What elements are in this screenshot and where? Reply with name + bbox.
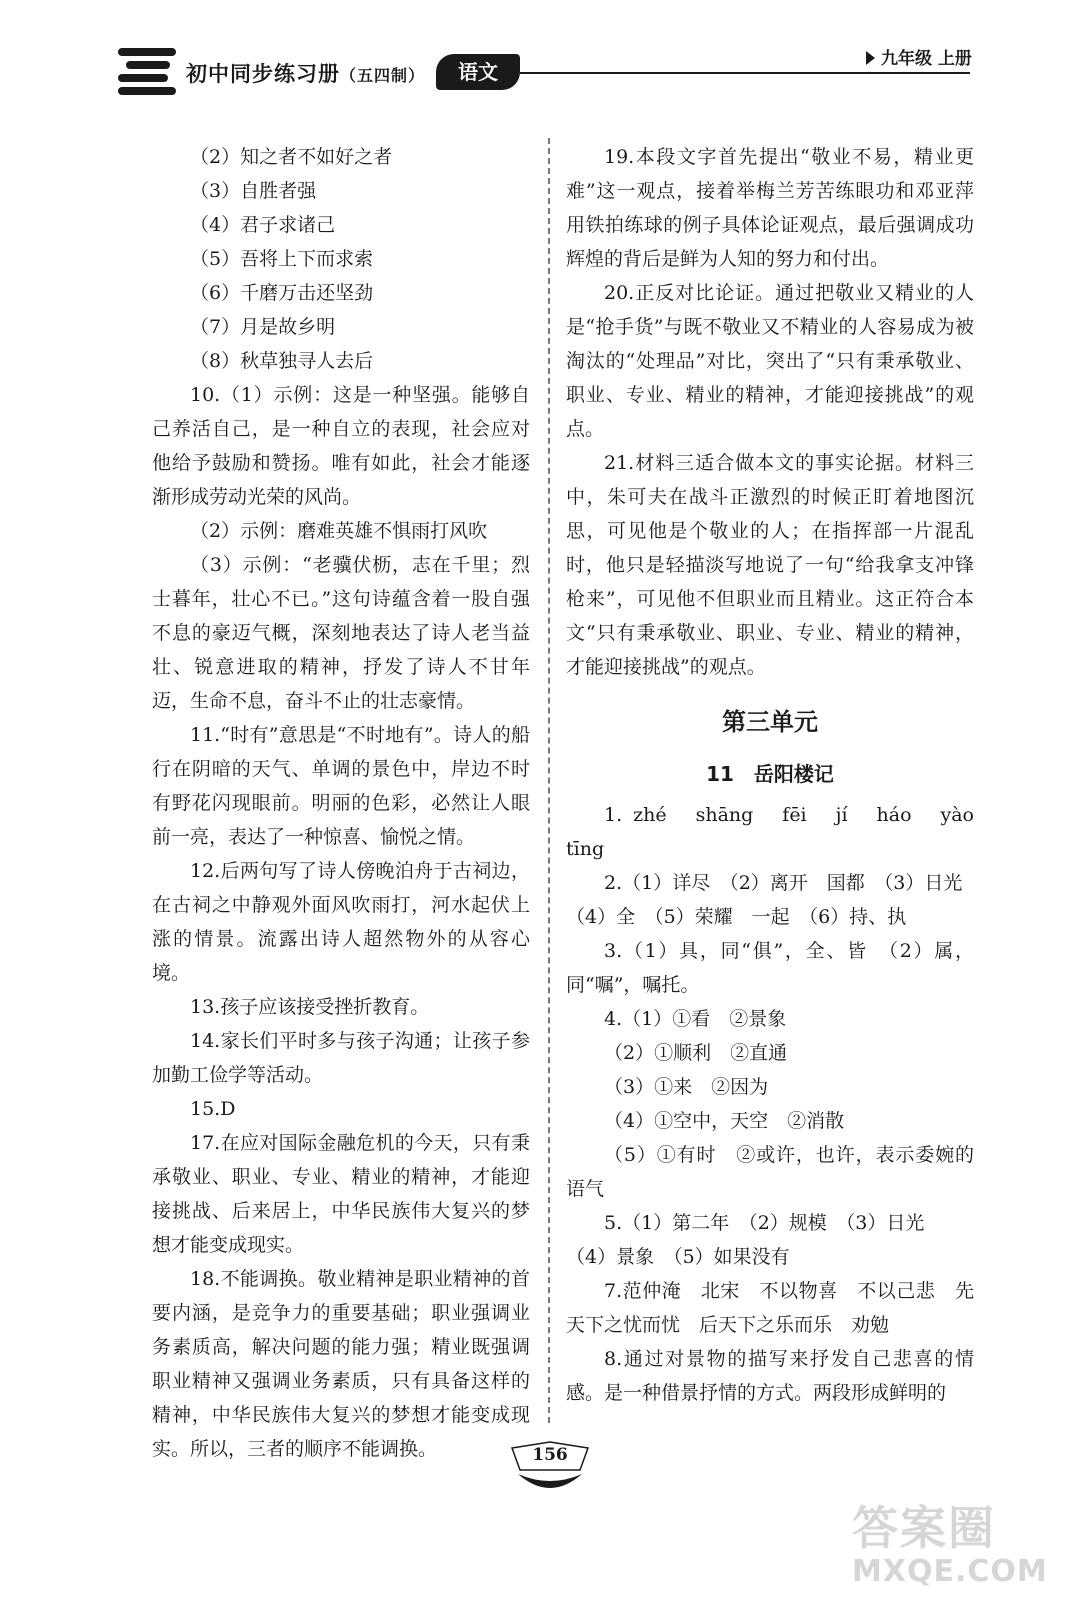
lesson-answer-line: 5.（1）第二年 （2）规模 （3）日光 [604,1212,925,1234]
page-number-badge [510,1440,590,1500]
answer-paragraph: 18.不能调换。敬业精神是职业精神的首要内涵，是竞争力的重要基础；职业强调业务素质高，解决问题的能力强；精业既强调职业精神又强调业务素质，只有具备这样的精神，中华民族伟大复兴的梦想才能变成现实。所以，三者的顺序不能调换。 [152,1268,530,1460]
answer-line: （4）君子求诸己 [190,214,336,236]
answer-paragraph: 21.材料三适合做本文的事实论据。材料三中，朱可夫在战斗正激烈的时候正盯着地图沉思，可见他是个敬业的人；在指挥部一片混乱时，他只是轻描淡写地说了一句“给我拿支冲锋枪来”，可见他不但职业而且精业。这正符合本文“只有秉承敬业、职业、专业、精业的精神，才能迎接挑战”的观点。 [566,452,974,678]
left-column [152,140,530,1466]
answer-paragraph: 12.后两句写了诗人傍晚泊舟于古祠边，在古祠之中静观外面风吹雨打，河水起伏上涨的情景。流露出诗人超然物外的从容心境。 [152,860,530,984]
column-divider [548,138,550,1423]
book-subtitle: （五四制） [340,66,426,85]
lesson-answer-line: （2）①顺利 ②直通 [604,1042,788,1064]
lesson-answer-line: 7.范仲淹 北宋 不以物喜 不以己悲 先天下之忧而忧 后天下之乐而乐 劝勉 [566,1280,974,1336]
lesson-answer-line: （5）①有时 ②或许，也许，表示委婉的语气 [566,1144,974,1200]
answer-paragraph: （3）示例：“老骥伏枥，志在千里；烈士暮年，壮心不已。”这句诗蕴含着一股自强不息的豪迈气概，深刻地表达了诗人老当益壮、锐意进取的精神，抒发了诗人不甘年迈，生命不息，奋斗不止的壮志豪情。 [152,554,530,712]
lesson-answer-line: （4）景象 （5）如果没有 [566,1246,790,1268]
book-logo-icon [118,48,176,96]
watermark [852,1502,1052,1592]
lesson-answer-line: 2.（1）详尽 （2）离开 国都 （3）日光 [604,872,963,894]
lesson-answer-line: 8.通过对景物的描写来抒发自己悲喜的情感。是一种借景抒情的方式。两段形成鲜明的 [566,1348,974,1404]
unit-heading: 第三单元 [722,708,818,736]
lesson-answer-line: 3.（1）具，同“俱”，全、皆 （2）属，同“嘱”，嘱托。 [566,940,974,996]
answer-line: （2）示例：磨难英雄不惧雨打风吹 [190,520,488,542]
triangle-icon [866,51,875,65]
answer-line: （8）秋草独寻人去后 [190,350,374,372]
lesson-heading: 11 岳阳楼记 [706,762,834,786]
watermark-url: MXQE.COM [852,1554,1048,1589]
watermark-title: 答案圈 [852,1501,996,1555]
answer-paragraph: 20.正反对比论证。通过把敬业又精业的人是“抢手货”与既不敬业又不精业的人容易成为被淘汰的“处理品”对比，突出了“只有秉承敬业、职业、专业、精业的精神，才能迎接挑战”的观点。 [566,282,974,440]
lesson-answers [566,798,994,1410]
answer-line: （3）自胜者强 [190,180,317,202]
right-column [566,140,994,1410]
answer-paragraph: 17.在应对国际金融危机的今天，只有秉承敬业、职业、专业、精业的精神，才能迎接挑战、后来居上，中华民族伟大复兴的梦想才能变成现实。 [152,1132,530,1256]
subject-badge: 语文 [436,54,520,90]
lesson-answer-line: 1. zhé shāng fēi jí háo yào tīng [566,804,994,860]
answer-paragraph: 19.本段文字首先提出“敬业不易，精业更难”这一观点，接着举梅兰芳苦练眼功和邓亚萍用铁拍练球的例子具体论证观点，最后强调成功辉煌的背后是鲜为人知的努力和付出。 [566,146,974,270]
answer-line: （6）千磨万击还坚劲 [190,282,374,304]
page-header [0,0,1072,110]
answer-line: （5）吾将上下而求索 [190,248,374,270]
lesson-answer-line: （4）①空中，天空 ②消散 [604,1110,845,1132]
header-rule [520,72,970,74]
answer-line: 13.孩子应该接受挫折教育。 [190,996,430,1018]
answer-line: （2）知之者不如好之者 [190,146,393,168]
answer-line: 15.D [190,1098,236,1120]
answer-paragraph: 10.（1）示例：这是一种坚强。能够自己养活自己，是一种自立的表现，社会应对他给予鼓励和赞扬。唯有如此，社会才能逐渐形成劳动光荣的风尚。 [152,384,530,508]
page-number: 156 [532,1445,568,1465]
grade-label: 九年级 上册 [866,44,972,69]
lesson-answer-line: （3）①来 ②因为 [604,1076,769,1098]
answer-line: （7）月是故乡明 [190,316,336,338]
answer-paragraph: 11.“时有”意思是“不时地有”。诗人的船行在阴暗的天气、单调的景色中，岸边不时有野花闪现眼前。明丽的色彩，必然让人眼前一亮，表达了一种惊喜、愉悦之情。 [152,724,530,848]
lesson-answer-line: 4.（1）①看 ②景象 [604,1008,787,1030]
book-title: 初中同步练习册（五四制） [186,62,426,86]
answer-paragraph: 14.家长们平时多与孩子沟通；让孩子参加勤工俭学等活动。 [152,1030,530,1086]
lesson-answer-line: （4）全 （5）荣耀 一起 （6）持、执 [566,906,907,928]
